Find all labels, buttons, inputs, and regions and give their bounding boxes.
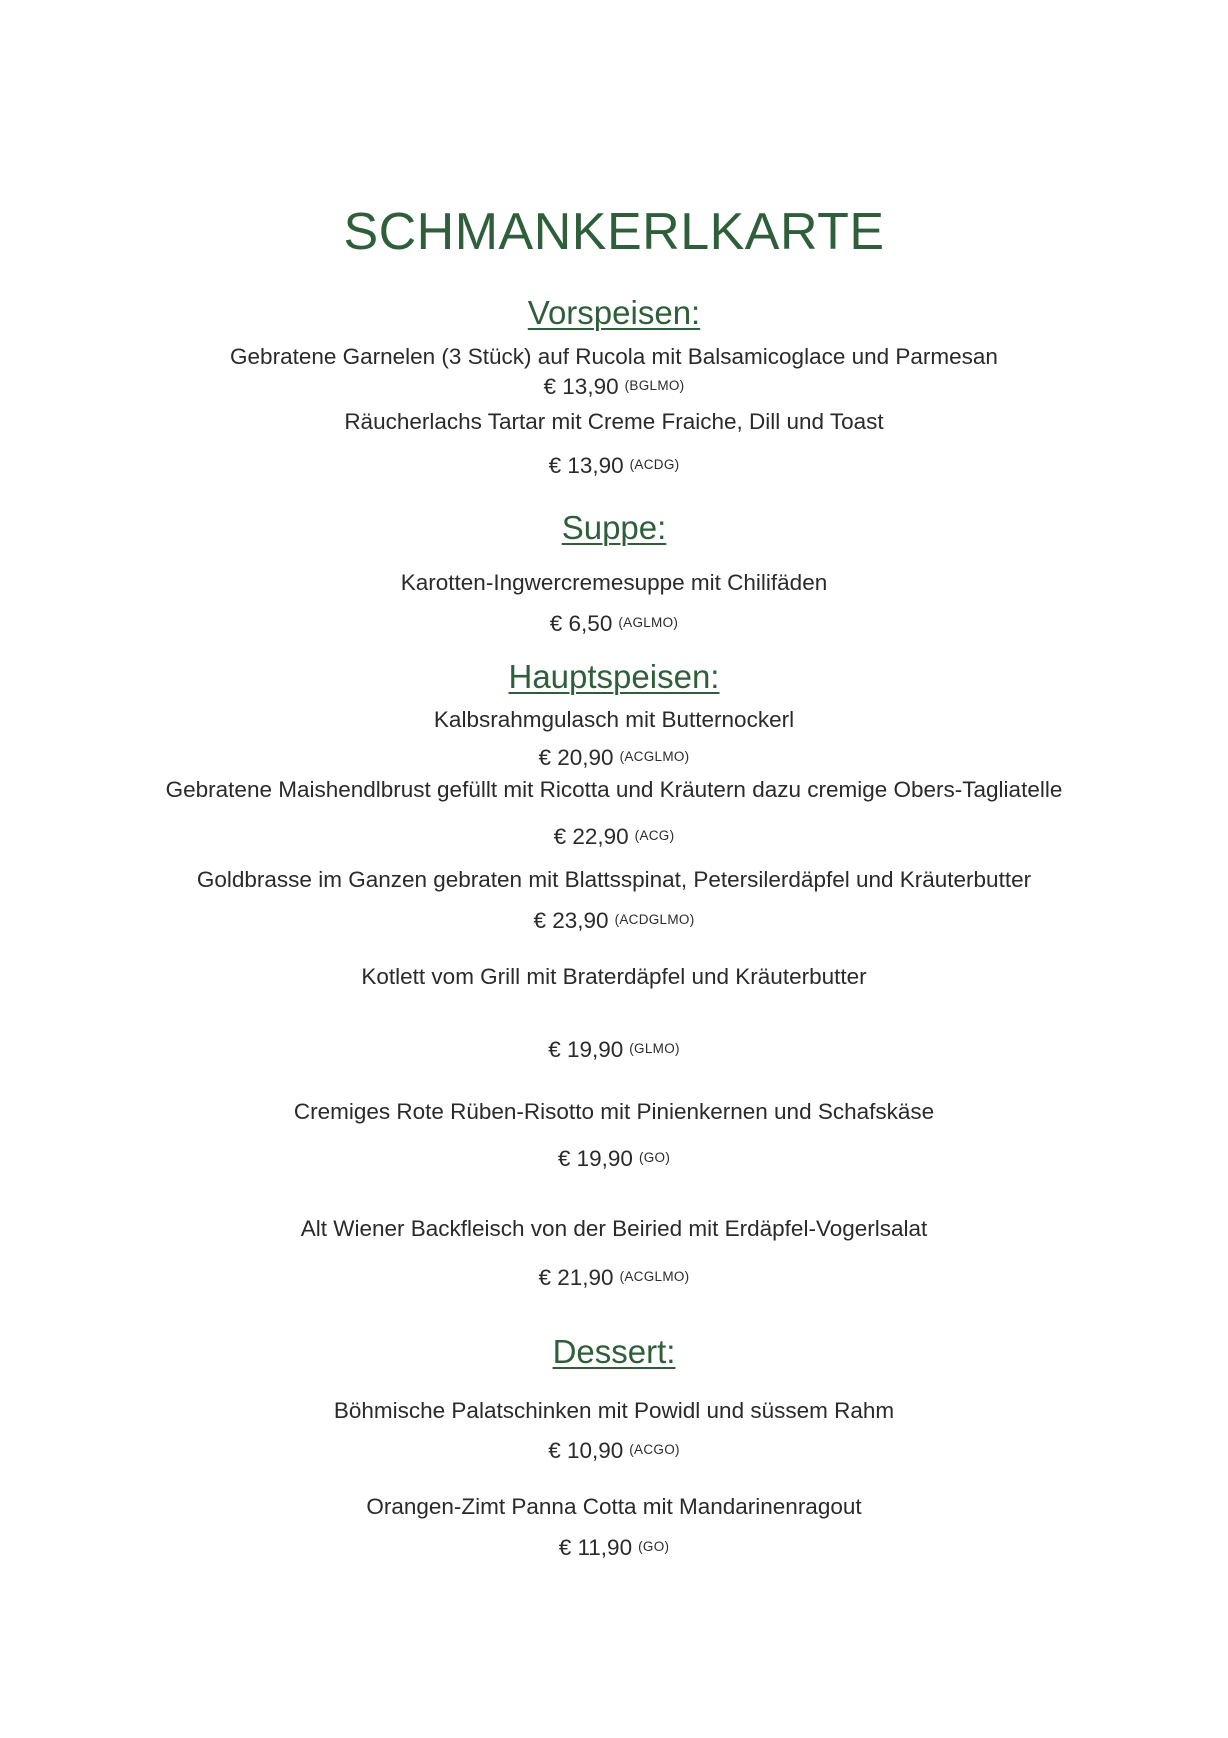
dish-price: € 19,90 [548,1037,624,1062]
allergen-codes: (ACGLMO) [619,1269,690,1284]
dish-name: Räucherlachs Tartar mit Creme Fraiche, Dill und Toast [344,409,884,434]
dish-name: Kotlett vom Grill mit Braterdäpfel und Kräuterbutter [361,964,867,989]
dish-price: € 6,50 [549,611,613,636]
allergen-codes: (ACGLMO) [619,749,690,764]
allergen-codes: (BGLMO) [624,378,685,393]
dish-price-row [0,613,1228,636]
dish-price-row [0,747,1228,770]
allergen-codes: (ACGO) [629,1442,680,1457]
dish-price-row [0,1148,1228,1171]
dish-name: Karotten-Ingwercremesuppe mit Chilifäden [400,570,828,595]
allergen-codes: (GO) [638,1539,670,1554]
dish-price-row [0,1537,1228,1560]
dish-price: € 11,90 [558,1535,633,1560]
dish-price-row [0,376,1228,399]
section-heading-hauptspeisen: Hauptspeisen: [508,658,720,695]
dish-name: Goldbrasse im Ganzen gebraten mit Blattsspinat, Petersilerdäpfel und Kräuterbutter [196,867,1032,892]
dish-price: € 22,90 [553,824,629,849]
allergen-codes: (ACDGLMO) [614,912,695,927]
allergen-codes: (GLMO) [629,1041,680,1056]
dish-price: € 13,90 [548,453,624,478]
dish-price-row [0,1440,1228,1463]
dish-price: € 13,90 [543,374,619,399]
dish-price: € 23,90 [533,908,609,933]
dish-name: Alt Wiener Backfleisch von der Beiried mit Erdäpfel-Vogerlsalat [300,1216,928,1241]
dish-name: Böhmische Palatschinken mit Powidl und süssem Rahm [333,1398,895,1423]
page-title: SCHMANKERLKARTE [343,203,885,261]
dish-price-row [0,910,1228,933]
dish-name: Gebratene Maishendlbrust gefüllt mit Ricotta und Kräutern dazu cremige Obers-Tagliatelle [165,777,1063,802]
allergen-codes: (AGLMO) [618,615,679,630]
section-heading-suppe: Suppe: [561,509,667,546]
dish-price-row [0,1267,1228,1290]
allergen-codes: (ACG) [634,828,675,843]
dish-name: Cremiges Rote Rüben-Risotto mit Pinienkernen und Schafskäse [293,1099,935,1124]
section-heading-vorspeisen: Vorspeisen: [527,294,701,331]
dish-price: € 20,90 [538,745,614,770]
dish-price-row [0,826,1228,849]
allergen-codes: (GO) [638,1150,671,1165]
section-heading-dessert: Dessert: [552,1333,676,1370]
dish-price: € 21,90 [538,1265,614,1290]
dish-price: € 19,90 [557,1146,633,1171]
dish-price-row [0,1039,1228,1062]
dish-name: Gebratene Garnelen (3 Stück) auf Rucola mit Balsamicoglace und Parmesan [230,344,998,369]
dish-price-row [0,455,1228,478]
dish-name: Orangen-Zimt Panna Cotta mit Mandarinenragout [366,1494,862,1519]
dish-price: € 10,90 [548,1438,624,1463]
allergen-codes: (ACDG) [629,457,680,472]
dish-name: Kalbsrahmgulasch mit Butternockerl [433,707,795,732]
